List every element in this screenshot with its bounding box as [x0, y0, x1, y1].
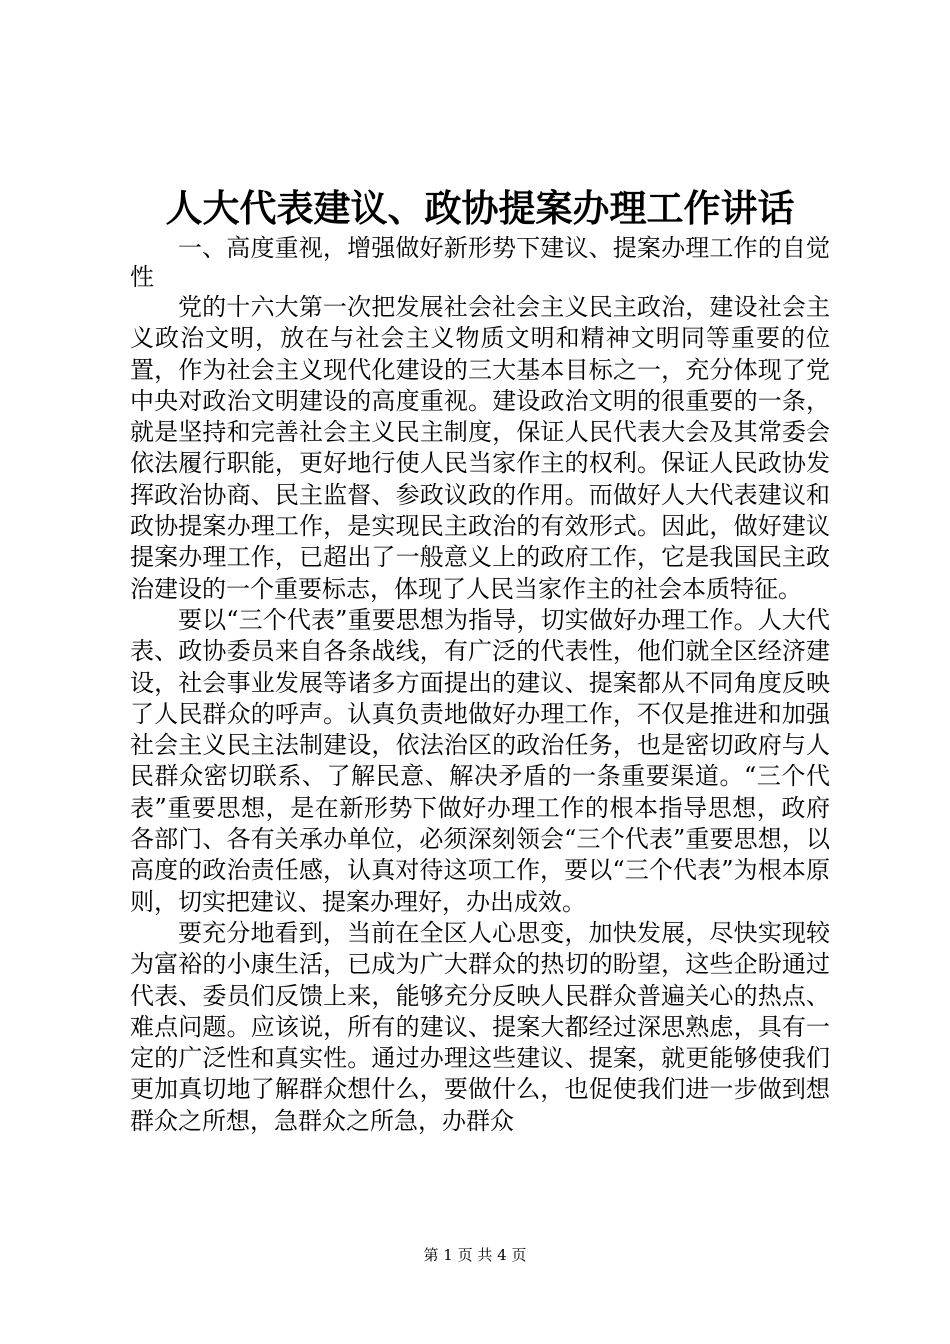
page-footer: 第 1 页 共 4 页 [423, 1246, 527, 1264]
paragraph-1: 党的十六大第一次把发展社会社会主义民主政治，建设社会主义政治文明，放在与社会主义物质文明和精神文明同等重要的位置，作为社会主义现代化建设的三大基本目标之一，充分体现了党中央对政治文明建设的高度重视。建设政治文明的很重要的一条，就是坚持和完善社会主义民主制度，保证人民代表大会及其常委会依法履行职能，更好地行使人民当家作主的权利。保证人民政协发挥政治协商、民主监督、参政议政的作用。而做好人大代表建议和政协提案办理工作，是实现民主政治的有效形式。因此，做好建议提案办理工作，已超出了一般意义上的政府工作，它是我国民主政治建设的一个重要标志，体现了人民当家作主的社会本质特征。 [130, 293, 830, 603]
paragraph-3: 要充分地看到，当前在全区人心思变，加快发展，尽快实现较为富裕的小康生活，已成为广大群众的热切的盼望，这些企盼通过代表、委员们反馈上来，能够充分反映人民群众普遍关心的热点、难点问题。应该说，所有的建议、提案大都经过深思熟虑，具有一定的广泛性和真实性。通过办理这些建议、提案，就更能够使我们更加真切地了解群众想什么，要做什么，也促使我们进一步做到想群众之所想，急群众之所急，办群众 [130, 918, 830, 1135]
document-title: 人大代表建议、政协提案办理工作讲话 [165, 186, 795, 230]
section-heading: 一、高度重视，增强做好新形势下建议、提案办理工作的自觉性 [130, 234, 830, 291]
document-page [130, 182, 830, 1137]
paragraph-2: 要以“三个代表”重要思想为指导，切实做好办理工作。人大代表、政协委员来自各条战线，有广泛的代表性，他们就全区经济建设，社会事业发展等诸多方面提出的建议、提案都从不同角度反映了人民群众的呼声。认真负责地做好办理工作，不仅是推进和加强社会主义民主法制建设，依法治区的政治任务，也是密切政府与人民群众密切联系、了解民意、解决矛盾的一条重要渠道。“三个代表”重要思想，是在新形势下做好办理工作的根本指导思想，政府各部门、各有关承办单位，必须深刻领会“三个代表”重要思想，以高度的政治责任感，认真对待这项工作，要以“三个代表”为根本原则，切实把建议、提案办理好，办出成效。 [130, 605, 830, 916]
